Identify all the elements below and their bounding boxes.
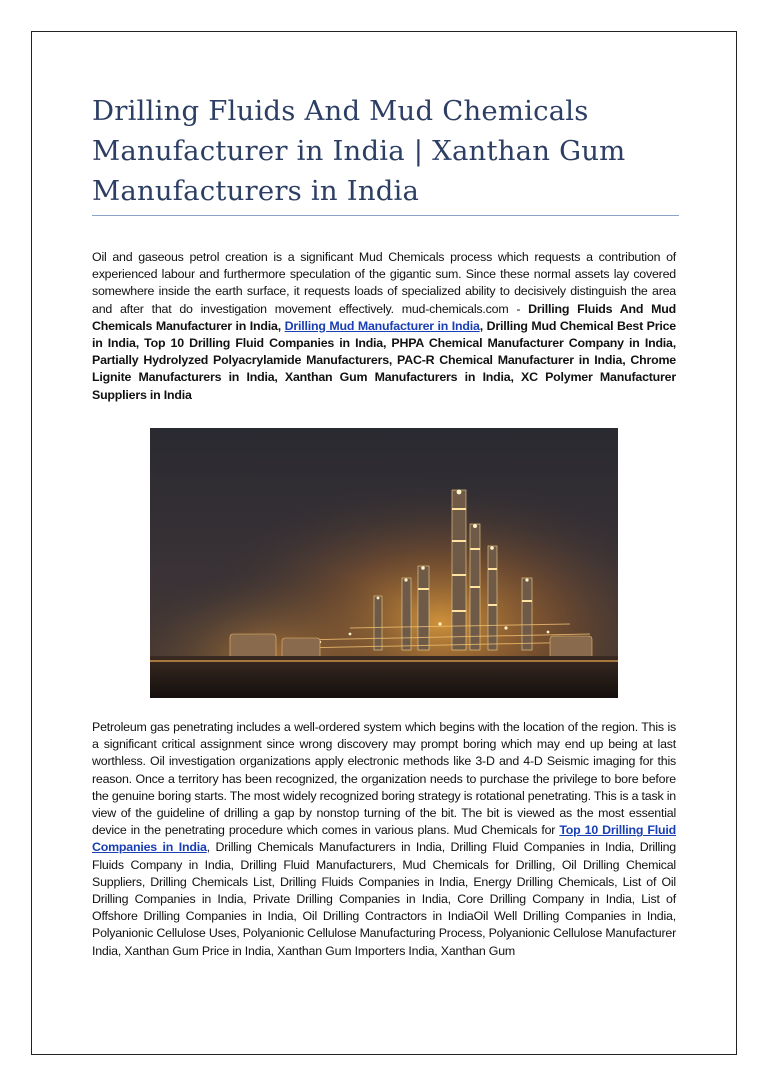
body-paragraph [92, 719, 676, 960]
page-title: Drilling Fluids And Mud Chemicals Manufacturer in India | Xanthan Gum Manufacturers in India [92, 95, 626, 207]
top-10-drilling-fluid-companies-link[interactable]: Top 10 Drilling Fluid Companies in India [92, 823, 676, 855]
body-keyword-text: , Drilling Chemicals Manufacturers in India, Drilling Fluid Companies in India, Drilling Fluids Company in India, Drilling Fluid Manufacturers, Mud Chemicals for Drilling, Oil Drilling Chemical Suppliers, Drilling Chemicals List, Drilling Fluids Companies in India, Energy Drilling Chemicals, List of Oil Drilling Companies in India, Private Drilling Companies in India, Core Drilling Company in India, List of Offshore Drilling Companies in India, Oil Drilling Contractors in IndiaOil Well Drilling Companies in India, Polyanionic Cellulose Uses, Polyanionic Cellulose Manufacturing Process, Polyanionic Cellulose Manufacturer India, Xanthan Gum Price in India, Xanthan Gum Importers India, Xanthan Gum [92, 840, 677, 958]
refinery-night-photo [150, 428, 618, 698]
intro-text: Oil and gaseous petrol creation is a significant Mud Chemicals process which requests a contribution of experienced labour and furthermore speculation of the gigantic sum. Since these normal assets lay covered somewhere inside the earth surface, it requests loads of specialized ability to decisively distinguish the area and after that do investigation movement effectively. mud-chemicals.com - [92, 250, 676, 316]
body-text: Petroleum gas penetrating includes a well-ordered system which begins with the location of the region. This is a significant critical assignment since wrong discovery may prompt boring which may end up being at last worthless. Oil investigation organizations apply electronic methods like 3-D and 4-D Seismic imaging for this reason. Once a territory has been recognized, the organization needs to purchase the privilege to bore before the genuine boring starts. The most widely recognized boring strategy is rotational penetrating. This is a task in view of the guideline of drilling a gap by nonstop turning of the bit. The bit is viewed as the most essential device in the penetrating procedure which comes in various plans. Mud Chemicals for [92, 720, 676, 838]
drilling-mud-manufacturer-link[interactable]: Drilling Mud Manufacturer in India [284, 318, 480, 333]
keyword-text: Drilling Fluids And Mud Chemicals Manufacturer in India, [92, 301, 676, 333]
title-divider [92, 215, 679, 216]
keyword-list-text: , Drilling Mud Chemical Best Price in India, Top 10 Drilling Fluid Companies in India, PHPA Chemical Manufacturer Company in India, Partially Hydrolyzed Polyacrylamide Manufacturers, PAC-R Chemical Manufacturer in India, Chrome Lignite Manufacturers in India, Xanthan Gum Manufacturers in India, XC Polymer Manufacturer Suppliers in India [92, 318, 676, 402]
intro-paragraph [92, 249, 676, 404]
